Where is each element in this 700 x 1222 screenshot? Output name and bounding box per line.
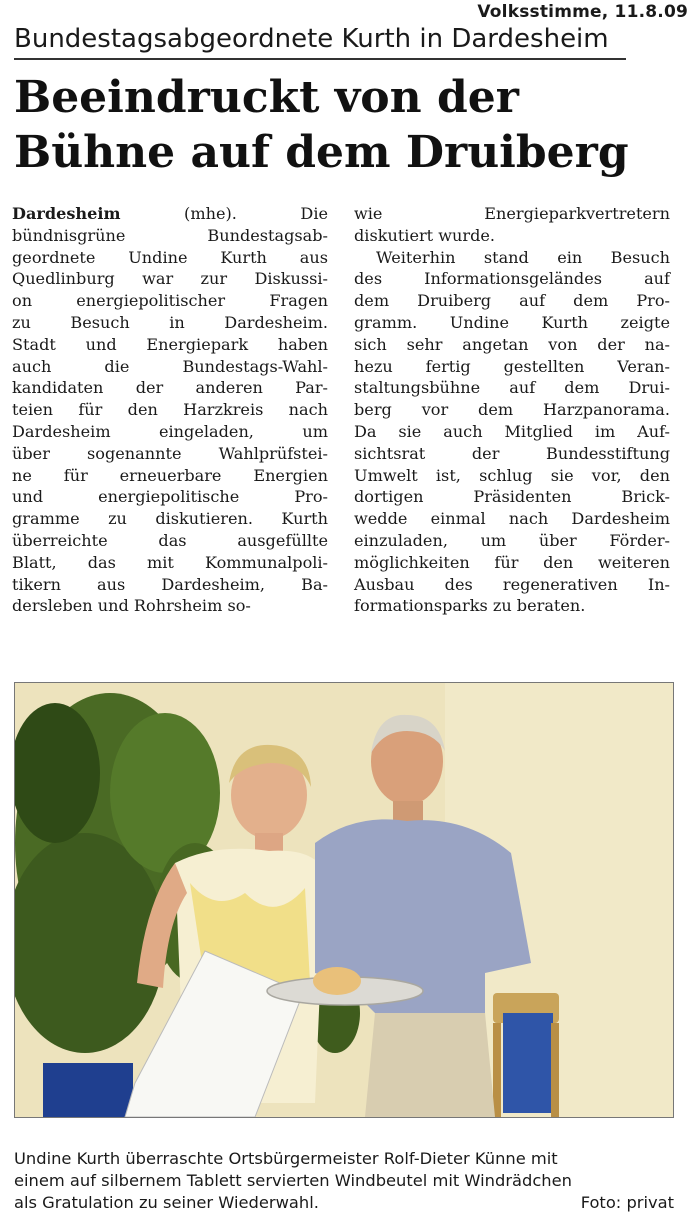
text-line: des Informationsgeländes auf	[354, 269, 670, 289]
text-line: einzuladen, um über Förder-	[354, 530, 670, 550]
text-line: kandidaten der anderen Par-	[12, 378, 328, 398]
text-line: auch die Bundestags-Wahl-	[12, 356, 328, 376]
article-column-right	[354, 203, 670, 617]
text-line: diskutiert wurde.	[354, 225, 496, 245]
text-line: Quedlinburg war zur Diskussi-	[12, 269, 328, 289]
text-line: möglichkeiten für den weiteren	[354, 552, 670, 572]
caption-line-3	[14, 1192, 674, 1214]
text-line	[12, 203, 328, 225]
headline-line-2: Bühne auf dem Druiberg	[14, 127, 629, 178]
text-line: Stadt und Energiepark haben	[12, 334, 328, 354]
dateline: Dardesheim	[12, 204, 121, 223]
text-line: ne für erneuerbare Energien	[12, 465, 328, 485]
article-photo	[14, 682, 674, 1118]
article-headline	[14, 70, 684, 180]
photo-credit: Foto: privat	[580, 1193, 674, 1212]
publication-source: Volksstimme, 11.8.09	[477, 2, 688, 22]
text-line: über sogenannte Wahlprüfstei-	[12, 443, 328, 463]
text-line: berg vor dem Harzpanorama.	[354, 400, 670, 420]
text-line: gramme zu diskutieren. Kurth	[12, 509, 328, 529]
text-line: Dardesheim eingeladen, um	[12, 421, 328, 441]
text-line: dersleben und Rohrsheim so-	[12, 596, 251, 616]
text-line: dem Druiberg auf dem Pro-	[354, 291, 670, 311]
kicker-headline: Bundestagsabgeordnete Kurth in Dardesheim	[14, 24, 626, 60]
text-line: dortigen Präsidenten Brick-	[354, 487, 670, 507]
text-line: gramm. Undine Kurth zeigte	[354, 312, 670, 332]
text-line: sichtsrat der Bundesstiftung	[354, 443, 670, 463]
text-line: bündnisgrüne Bundestagsab-	[12, 225, 328, 245]
cream-puff	[313, 967, 361, 995]
caption-line-1: Undine Kurth überraschte Ortsbürgermeister Rolf-Dieter Künne mit	[14, 1149, 558, 1168]
text-line: Blatt, das mit Kommunalpoli-	[12, 552, 328, 572]
text-line: on energiepolitischer Fragen	[12, 291, 328, 311]
text-line: hezu fertig gestellten Veran-	[354, 356, 670, 376]
photo-illustration	[15, 683, 673, 1117]
text-line: formationsparks zu beraten.	[354, 596, 586, 616]
text-line: teien für den Harzkreis nach	[12, 400, 328, 420]
text-line: staltungsbühne auf dem Drui-	[354, 378, 670, 398]
text-line: Weiterhin stand ein Besuch	[376, 247, 670, 267]
caption-line-2: einem auf silbernem Tablett servierten Windbeutel mit Windrädchen	[14, 1171, 572, 1190]
text-line: sich sehr angetan von der na-	[354, 334, 670, 354]
photo-caption	[14, 1148, 674, 1214]
text-line: Umwelt ist, schlug sie vor, den	[354, 465, 670, 485]
text-line: geordnete Undine Kurth aus	[12, 247, 328, 267]
article-column-left	[12, 203, 328, 617]
text-line: zu Besuch in Dardesheim.	[12, 312, 328, 332]
caption-text-end: als Gratulation zu seiner Wiederwahl.	[14, 1193, 319, 1212]
text-line: tikern aus Dardesheim, Ba-	[12, 574, 328, 594]
text-line: und energiepolitische Pro-	[12, 487, 328, 507]
plant-pot	[43, 1063, 133, 1117]
dateline-text: (mhe). Die	[120, 204, 328, 223]
text-line: wedde einmal nach Dardesheim	[354, 509, 670, 529]
headline-line-1: Beeindruckt von der	[14, 72, 519, 123]
text-line: überreichte das ausgefüllte	[12, 530, 328, 550]
text-line: wie Energieparkvertretern	[354, 204, 670, 223]
text-line: Ausbau des regenerativen In-	[354, 574, 670, 594]
text-line: Da sie auch Mitglied im Auf-	[354, 421, 670, 441]
